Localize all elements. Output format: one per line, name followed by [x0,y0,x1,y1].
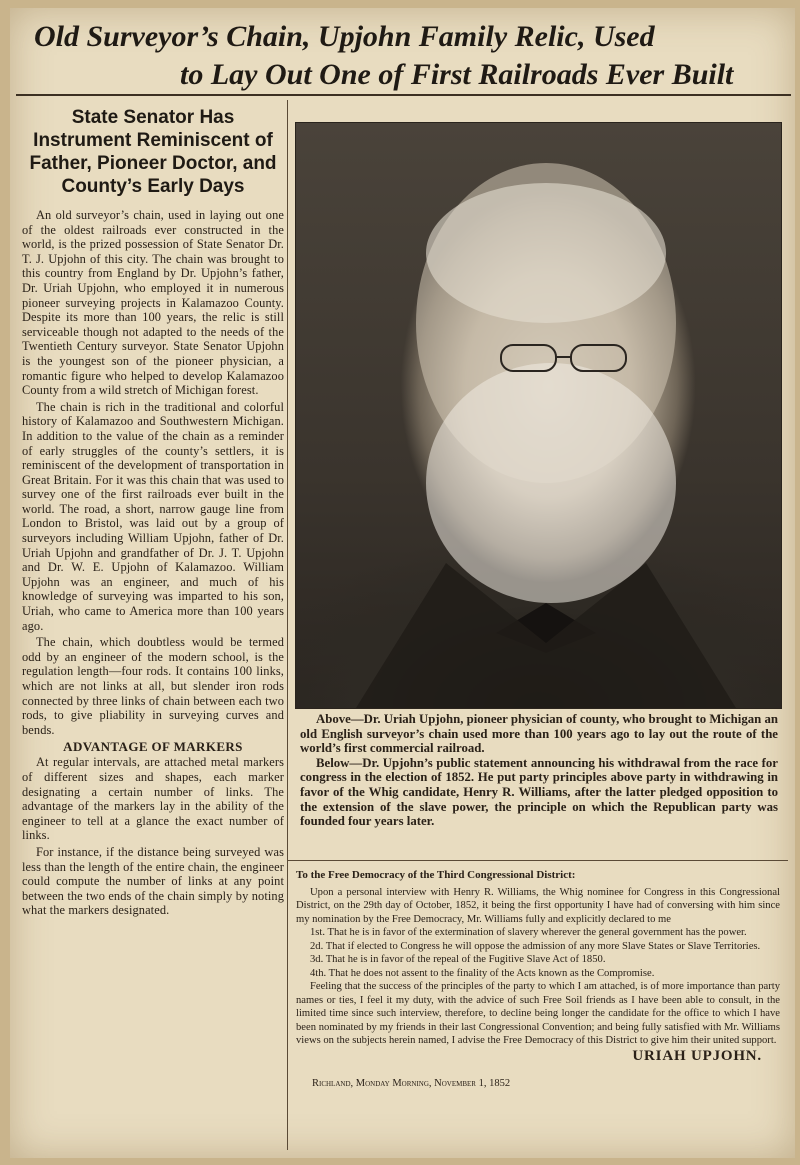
caption-below: Below—Dr. Upjohn’s public statement announcing his withdrawal from the race for congress in the election of 1852. He put party principles above party in withdrawing in favor of the Whig candidate, Henry R. Williams, after the latter pledged opposition to the extension of the slave power, the principle on which the Republican party was founded four years later. [300,755,778,829]
statement-paragraph: 4th. That he does not assent to the finality of the Acts known as the Compromise. [310,967,655,979]
article-paragraph: The chain is rich in the traditional and colorful history of Kalamazoo and Southwestern Michigan. In addition to the value of the chain as a reminder of early struggles of the county’s settlers, it is reminiscent of the development of transportation in Great Britain. For it was this chain that was used to survey one of the first railroads ever built in the world. The road, a short, narrow gauge line from London to Bristol, was laid out by a group of surveyors including William Upjohn, father of Dr. Uriah Upjohn and grandfather of Dr. J. T. Upjohn and Dr. W. E. Upjohn of Kalamazoo. William Upjohn was an engineer, and much of his knowledge of surveying was imparted to his son, Uriah, who came to America more than 100 years ago. [22,399,284,633]
photo-caption [300,712,778,829]
article-paragraph: At regular intervals, are attached metal markers of different sizes and shapes, each marker designating a certain number of links. The advantage of the markers lay in the ability of the engineer to tell at a glance the exact number of links. [22,755,284,843]
portrait-illustration [296,123,781,708]
headline-rule [16,94,791,96]
section-heading: ADVANTAGE OF MARKERS [63,739,243,755]
headline-line-1: Old Surveyor’s Chain, Upjohn Family Relic, Used [34,20,655,53]
statement-paragraph: Upon a personal interview with Henry R. Williams, the Whig nominee for Congress in this Congressional District, on the 29th day of October, 1852, it being the first opportunity I have had of conversing with him since my nomination by the Free Democracy, Mr. Williams fully and explicitly declared to me [296,886,780,925]
signature: URIAH UPJOHN. [632,1047,762,1064]
subheadline: State Senator Has Instrument Reminiscent of Father, Pioneer Doctor, and County’s Early Days [29,107,277,197]
headline [20,14,790,94]
statement-paragraph: 3d. That he is in favor of the repeal of the Fugitive Slave Act of 1850. [310,954,606,965]
caption-above: Above—Dr. Uriah Upjohn, pioneer physician of county, who brought to Michigan an old English surveyor’s chain used more than 100 years ago to lay out the route of the world’s first commercial railroad. [300,712,778,756]
article-column [22,100,284,1150]
public-statement [288,860,788,1151]
statement-paragraph: Feeling that the success of the principles of the party to which I am attached, is of more importance than party names or ties, I feel it my duty, with the advice of such Free Soil friends as I have been able to consult, in the limited time since such interview, therefore, to decline being longer the candidate for the office to which I have been nominated by my friends in their last Congressional Convention; and being fully satisfied with Mr. Williams views on the subjects herein named, I advise the Free Democracy of this District to give him their united support. [296,981,780,1046]
dateline: Richland, Monday Morning, November 1, 1852 [312,1078,511,1089]
article-paragraph: The chain, which doubtless would be termed odd by an engineer of the modern school, is the regulation length—four rods. It contains 100 links, which are not links at all, but slender iron rods connected by three links of chain between each two rods, to give pliability in surveying curves and bends. [22,635,284,737]
article-paragraph: An old surveyor’s chain, used in laying out one of the oldest railroads ever constructed in the world, is the prized possession of State Senator Dr. T. J. Upjohn of this city. The chain was brought to this country from England by Dr. Upjohn’s father, Dr. Uriah Upjohn, who employed it in numerous pioneer surveying projects in Kalamazoo County. Despite its more than 100 years, the relic is still serviceable though not adapted to the needs of the Twentieth Century surveyor. State Senator Upjohn is the youngest son of the pioneer physician, a romantic figure who helped to develop Kalamazoo County from a wild stretch of Michigan forest. [22,208,284,398]
headline-line-2: to Lay Out One of First Railroads Ever Built [180,58,734,91]
statement-paragraph: 2d. That if elected to Congress he will oppose the admission of any more Slave States or Slave Territories. [310,940,761,952]
statement-title: To the Free Democracy of the Third Congressional District: [296,869,576,881]
statement-paragraph: 1st. That he is in favor of the extermination of slavery wherever the general government has the power. [310,927,747,938]
article-paragraph: For instance, if the distance being surveyed was less than the length of the entire chain, the engineer could compute the number of links at any point between the two ends of the chain simply by noting what the markers designated. [22,844,284,918]
portrait-photo [295,122,782,709]
